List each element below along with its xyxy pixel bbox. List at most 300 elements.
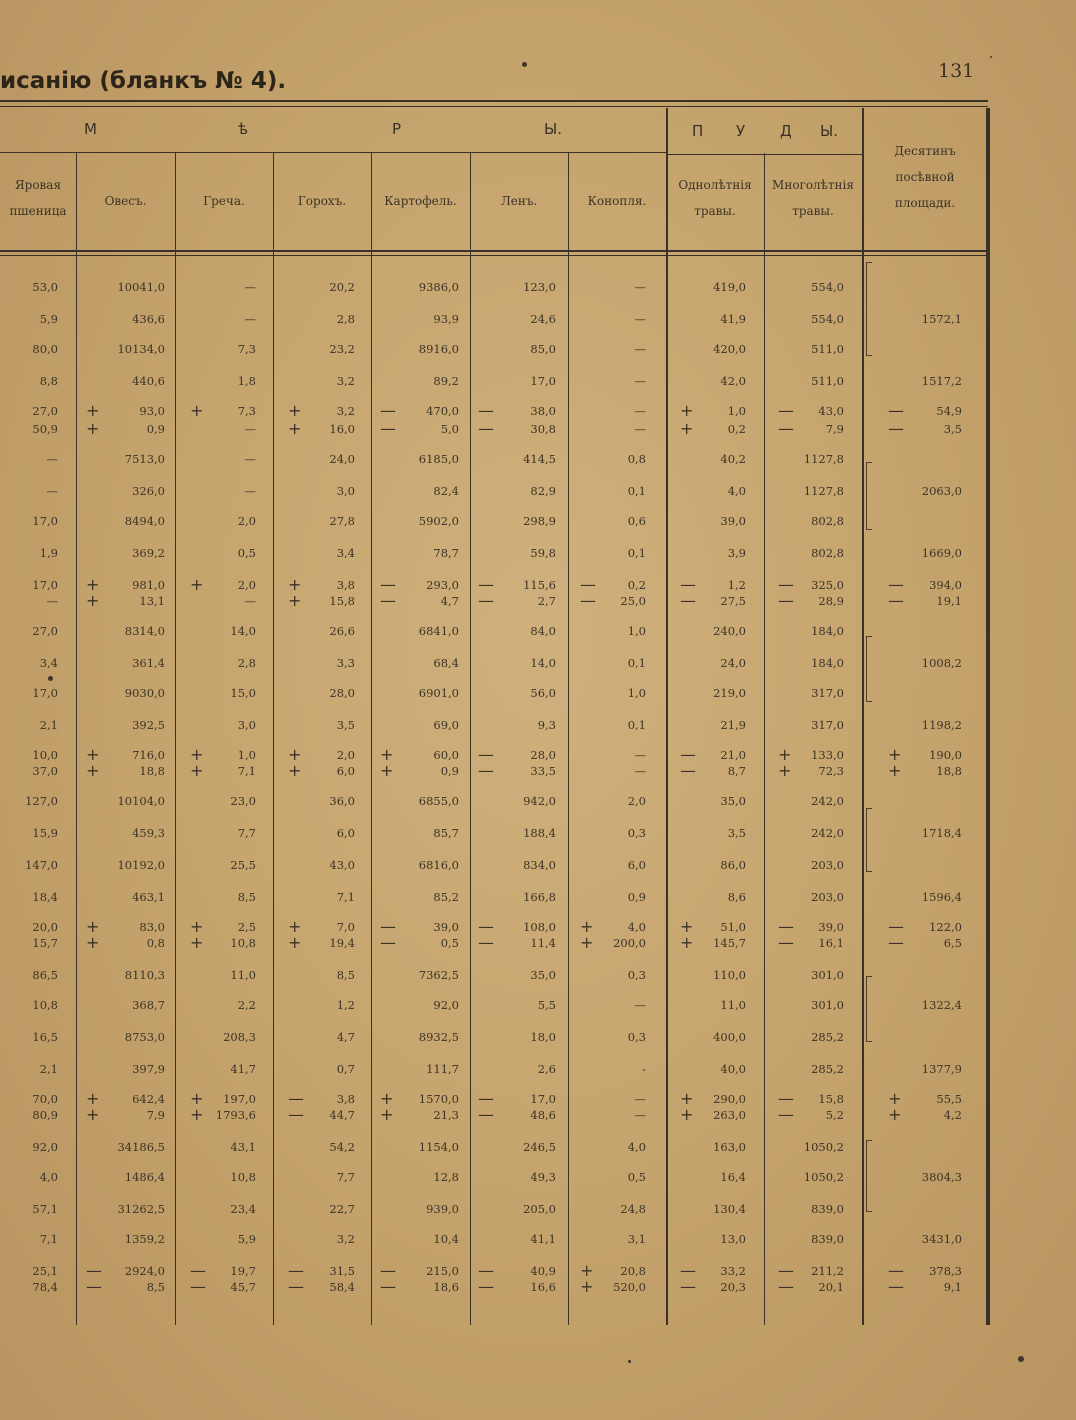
table-cell: 378,3 (929, 1264, 962, 1278)
table-cell: 15,8 (329, 594, 355, 608)
table-cell: 5,9 (39, 312, 58, 326)
table-cell: 0,1 (627, 484, 646, 498)
table-cell: 7,1 (336, 890, 355, 904)
table-cell: 6185,0 (418, 452, 459, 466)
header-bottom-rule-2 (0, 255, 988, 256)
table-cell: 3,0 (237, 718, 256, 732)
table-cell: 80,9 (32, 1108, 58, 1122)
table-cell: 298,9 (523, 514, 556, 528)
table-cell: 7362,5 (418, 968, 459, 982)
table-cell: 10,4 (433, 1232, 459, 1246)
table-cell: 834,0 (523, 858, 556, 872)
table-cell: 20,8 (620, 1264, 646, 1278)
plus-sign: + (580, 1277, 594, 1296)
table-cell: 20,3 (720, 1280, 746, 1294)
table-cell: — (244, 484, 256, 498)
table-cell: 1572,1 (921, 312, 962, 326)
table-cell: 0,1 (627, 546, 646, 560)
minus-sign: — (380, 401, 396, 420)
table-cell: 459,3 (132, 826, 165, 840)
plus-sign: + (580, 933, 594, 952)
table-cell: 3,2 (336, 404, 355, 418)
minus-sign: — (888, 401, 904, 420)
minus-sign: — (478, 419, 494, 438)
table-cell: 6901,0 (418, 686, 459, 700)
table-cell: 8494,0 (124, 514, 165, 528)
table-cell: 6,0 (336, 764, 355, 778)
table-cell: 203,0 (811, 890, 844, 904)
banner-letter: Ы. (544, 120, 563, 138)
table-cell: 86,5 (32, 968, 58, 982)
table-cell: 93,0 (139, 404, 165, 418)
page-title: исанію (бланкъ № 4). (0, 68, 287, 94)
column-header-line: Греча. (203, 194, 245, 208)
table-cell: 1377,9 (921, 1062, 962, 1076)
table-cell: 2,0 (336, 748, 355, 762)
table-cell: 942,0 (523, 794, 556, 808)
table-cell: — (244, 312, 256, 326)
plus-sign: + (190, 1089, 204, 1108)
table-cell: 127,0 (25, 794, 58, 808)
minus-sign: — (288, 1105, 304, 1124)
table-cell: 0,5 (627, 1170, 646, 1184)
plus-sign: + (888, 761, 902, 780)
table-cell: 12,8 (433, 1170, 459, 1184)
paper-speck (48, 676, 53, 681)
table-cell: 2,7 (537, 594, 556, 608)
table-cell: 15,7 (32, 936, 58, 950)
table-cell: 10104,0 (117, 794, 165, 808)
table-cell: 166,8 (523, 890, 556, 904)
table-cell: 419,0 (713, 280, 746, 294)
table-cell: 7,3 (237, 404, 256, 418)
column-header-flax (470, 188, 568, 214)
table-cell: — (634, 748, 646, 762)
table-cell: 263,0 (713, 1108, 746, 1122)
minus-sign: — (86, 1261, 102, 1280)
table-cell: 45,7 (230, 1280, 256, 1294)
table-cell: 0,2 (727, 422, 746, 436)
table-cell: 17,0 (32, 686, 58, 700)
table-cell: — (634, 422, 646, 436)
plus-sign: + (86, 1089, 100, 1108)
table-cell: 17,0 (530, 374, 556, 388)
table-cell: 8314,0 (124, 624, 165, 638)
table-cell: 108,0 (523, 920, 556, 934)
table-cell: 24,6 (530, 312, 556, 326)
table-cell: 10041,0 (117, 280, 165, 294)
table-cell: 23,2 (329, 342, 355, 356)
table-cell: 19,7 (230, 1264, 256, 1278)
table-cell: 10192,0 (117, 858, 165, 872)
table-cell: — (634, 404, 646, 418)
table-cell: 3,3 (336, 656, 355, 670)
table-cell: 23,4 (230, 1202, 256, 1216)
table-cell: 40,9 (530, 1264, 556, 1278)
table-cell: 0,6 (627, 514, 646, 528)
table-cell: 1008,2 (921, 656, 962, 670)
grouping-brace (866, 262, 867, 356)
minus-sign: — (380, 933, 396, 952)
table-cell: 184,0 (811, 624, 844, 638)
plus-sign: + (380, 1089, 394, 1108)
table-cell: 85,7 (433, 826, 459, 840)
table-cell: 19,4 (329, 936, 355, 950)
plus-sign: + (380, 745, 394, 764)
table-cell: 20,2 (329, 280, 355, 294)
table-cell: 802,8 (811, 546, 844, 560)
table-cell: 2,8 (237, 656, 256, 670)
banner-letter: М (84, 120, 97, 138)
table-cell: 59,8 (530, 546, 556, 560)
table-cell: 1,9 (39, 546, 58, 560)
table-cell: 80,0 (32, 342, 58, 356)
plus-sign: + (680, 917, 694, 936)
table-cell: 17,0 (32, 578, 58, 592)
table-cell: 17,0 (530, 1092, 556, 1106)
table-cell: 3,5 (336, 718, 355, 732)
table-cell: 31262,5 (117, 1202, 165, 1216)
table-cell: 11,0 (720, 998, 746, 1012)
table-cell: 78,4 (32, 1280, 58, 1294)
plus-sign: + (288, 591, 302, 610)
paper-speck (1018, 1356, 1024, 1362)
table-cell: 28,9 (818, 594, 844, 608)
plus-sign: + (888, 745, 902, 764)
plus-sign: + (86, 933, 100, 952)
table-cell: 163,0 (713, 1140, 746, 1154)
table-cell: 16,1 (818, 936, 844, 950)
banner-letter: Ы. (820, 122, 839, 140)
plus-sign: + (86, 575, 100, 594)
minus-sign: — (888, 591, 904, 610)
table-cell: 369,2 (132, 546, 165, 560)
table-cell: 463,1 (132, 890, 165, 904)
plus-sign: + (86, 917, 100, 936)
table-cell: 0,3 (627, 968, 646, 982)
grouping-brace (866, 808, 867, 872)
table-cell: 3,9 (727, 546, 746, 560)
table-cell: 3,1 (627, 1232, 646, 1246)
column-header-line: посѣвной (895, 170, 955, 184)
table-cell: 49,3 (530, 1170, 556, 1184)
table-cell: 9030,0 (124, 686, 165, 700)
table-cell: 981,0 (132, 578, 165, 592)
table-cell: 57,1 (32, 1202, 58, 1216)
table-cell: 10134,0 (117, 342, 165, 356)
table-cell: — (634, 312, 646, 326)
minus-sign: — (86, 1277, 102, 1296)
table-cell: — (46, 452, 58, 466)
plus-sign: + (190, 745, 204, 764)
table-cell: 10,8 (230, 936, 256, 950)
table-cell: 436,6 (132, 312, 165, 326)
table-cell: 3,8 (336, 578, 355, 592)
m-banner-underline (0, 152, 666, 153)
plus-sign: + (190, 933, 204, 952)
minus-sign: — (288, 1277, 304, 1296)
table-cell: 20,1 (818, 1280, 844, 1294)
table-cell: 326,0 (132, 484, 165, 498)
table-cell: 520,0 (613, 1280, 646, 1294)
table-cell: 5,0 (440, 422, 459, 436)
table-cell: 208,3 (223, 1030, 256, 1044)
table-cell: 20,0 (32, 920, 58, 934)
minus-sign: — (288, 1261, 304, 1280)
table-cell: 86,0 (720, 858, 746, 872)
minus-sign: — (580, 591, 596, 610)
banner-letter: ѣ (238, 120, 249, 138)
table-cell: 18,4 (32, 890, 58, 904)
plus-sign: + (86, 419, 100, 438)
banner-letter: П (692, 122, 704, 140)
column-header-line: Горохъ. (297, 194, 347, 208)
table-cell: 215,0 (426, 1264, 459, 1278)
plus-sign: + (380, 761, 394, 780)
table-cell: 8,8 (39, 374, 58, 388)
table-cell: 2,2 (237, 998, 256, 1012)
column-header-potato (371, 188, 470, 214)
table-cell: 554,0 (811, 312, 844, 326)
table-cell: 93,9 (433, 312, 459, 326)
table-cell: 1,0 (627, 624, 646, 638)
plus-sign: + (86, 591, 100, 610)
table-cell: — (244, 280, 256, 294)
table-cell: 511,0 (811, 342, 844, 356)
table-cell: 420,0 (713, 342, 746, 356)
table-cell: 30,8 (530, 422, 556, 436)
table-cell: 9,3 (537, 718, 556, 732)
table-cell: 36,0 (329, 794, 355, 808)
plus-sign: + (288, 419, 302, 438)
table-cell: 11,4 (530, 936, 556, 950)
table-cell: 38,0 (530, 404, 556, 418)
table-cell: 246,5 (523, 1140, 556, 1154)
table-cell: 92,0 (433, 998, 459, 1012)
column-header-line: Конопля. (587, 194, 647, 208)
minus-sign: — (380, 575, 396, 594)
table-cell: 285,2 (811, 1062, 844, 1076)
table-cell: 0,7 (336, 1062, 355, 1076)
table-cell: 83,0 (139, 920, 165, 934)
table-cell: 39,0 (818, 920, 844, 934)
table-cell: 25,1 (32, 1264, 58, 1278)
table-cell: 2,0 (237, 578, 256, 592)
plus-sign: + (288, 761, 302, 780)
table-cell: 31,5 (329, 1264, 355, 1278)
table-cell: 361,4 (132, 656, 165, 670)
column-header-line: Яровая (14, 178, 62, 192)
table-cell: 37,0 (32, 764, 58, 778)
table-cell: 89,2 (433, 374, 459, 388)
table-cell: 3,4 (39, 656, 58, 670)
table-cell: 8916,0 (418, 342, 459, 356)
table-cell: 200,0 (613, 936, 646, 950)
table-cell: 203,0 (811, 858, 844, 872)
plus-sign: + (288, 401, 302, 420)
table-cell: 53,0 (32, 280, 58, 294)
table-cell: 41,9 (720, 312, 746, 326)
table-cell: 33,5 (530, 764, 556, 778)
paper-speck (628, 1360, 631, 1363)
plus-sign: + (288, 745, 302, 764)
table-cell: 40,0 (720, 1062, 746, 1076)
table-cell: 2924,0 (124, 1264, 165, 1278)
table-cell: 14,0 (230, 624, 256, 638)
table-cell: 18,0 (530, 1030, 556, 1044)
table-cell: 85,0 (530, 342, 556, 356)
table-cell: 25,5 (230, 858, 256, 872)
table-cell: 1,2 (336, 998, 355, 1012)
table-cell: 3,4 (336, 546, 355, 560)
column-header-line: Десятинъ (894, 144, 956, 158)
table-cell: 0,8 (627, 452, 646, 466)
column-header-area (862, 138, 988, 216)
group-divider (666, 108, 668, 154)
plus-sign: + (86, 1105, 100, 1124)
minus-sign: — (778, 575, 794, 594)
table-cell: 2,6 (537, 1062, 556, 1076)
minus-sign: — (778, 1089, 794, 1108)
column-header-line: травы. (792, 204, 834, 218)
minus-sign: — (888, 933, 904, 952)
table-cell: 3804,3 (921, 1170, 962, 1184)
plus-sign: + (778, 745, 792, 764)
table-cell: 0,8 (146, 936, 165, 950)
minus-sign: — (778, 419, 794, 438)
table-cell: 7,9 (825, 422, 844, 436)
banner-letter: Р (392, 120, 402, 138)
plus-sign: + (580, 1261, 594, 1280)
table-cell: 0,3 (627, 826, 646, 840)
table-cell: 4,7 (440, 594, 459, 608)
grouping-brace (866, 636, 867, 702)
column-header-line: Ленъ. (500, 194, 538, 208)
table-cell: 70,0 (32, 1092, 58, 1106)
table-cell: 7,1 (39, 1232, 58, 1246)
table-cell: 642,4 (132, 1092, 165, 1106)
column-header-wheat (0, 172, 76, 224)
minus-sign: — (888, 1277, 904, 1296)
table-cell: 68,4 (433, 656, 459, 670)
table-cell: 69,0 (433, 718, 459, 732)
table-cell: 1486,4 (124, 1170, 165, 1184)
plus-sign: + (888, 1105, 902, 1124)
table-cell: 13,0 (720, 1232, 746, 1246)
table-cell: 242,0 (811, 794, 844, 808)
table-cell: 394,0 (929, 578, 962, 592)
table-cell: 85,2 (433, 890, 459, 904)
minus-sign: — (680, 761, 696, 780)
table-cell: — (634, 1108, 646, 1122)
column-header-line: травы. (694, 204, 736, 218)
header-top-rule (0, 100, 988, 102)
table-cell: 1517,2 (921, 374, 962, 388)
minus-sign: — (478, 1277, 494, 1296)
table-cell: 939,0 (426, 1202, 459, 1216)
column-header-annual (666, 172, 764, 224)
table-cell: 0,1 (627, 656, 646, 670)
table-cell: 414,5 (523, 452, 556, 466)
table-cell: 7,0 (336, 920, 355, 934)
table-cell: 1669,0 (921, 546, 962, 560)
table-cell: 1050,2 (803, 1170, 844, 1184)
table-cell: 1,0 (237, 748, 256, 762)
minus-sign: — (778, 591, 794, 610)
minus-sign: — (478, 591, 494, 610)
table-cell: 0,2 (627, 578, 646, 592)
minus-sign: — (680, 1277, 696, 1296)
table-cell: 3,2 (336, 1232, 355, 1246)
table-cell: 43,0 (329, 858, 355, 872)
table-cell: 18,8 (139, 764, 165, 778)
table-cell: 14,0 (530, 656, 556, 670)
column-header-buckwheat (175, 188, 273, 214)
minus-sign: — (888, 575, 904, 594)
table-cell: 9386,0 (418, 280, 459, 294)
minus-sign: — (778, 1261, 794, 1280)
column-header-line: Картофель. (384, 194, 457, 208)
table-cell: 1359,2 (124, 1232, 165, 1246)
table-cell: 242,0 (811, 826, 844, 840)
table-cell: 82,9 (530, 484, 556, 498)
table-cell: 2,0 (237, 514, 256, 528)
table-cell: 43,1 (230, 1140, 256, 1154)
paper-speck (990, 56, 992, 58)
plus-sign: + (778, 761, 792, 780)
table-cell: 211,2 (811, 1264, 844, 1278)
table-cell: 147,0 (25, 858, 58, 872)
table-cell: 7,1 (237, 764, 256, 778)
table-cell: 34186,5 (117, 1140, 165, 1154)
table-cell: 188,4 (523, 826, 556, 840)
minus-sign: — (778, 1105, 794, 1124)
table-cell: 8,6 (727, 890, 746, 904)
minus-sign: — (380, 917, 396, 936)
column-header-line: Многолѣтнія (772, 178, 854, 192)
table-cell: 317,0 (811, 686, 844, 700)
table-cell: 6855,0 (418, 794, 459, 808)
column-divider (862, 153, 864, 1325)
grouping-brace (866, 1140, 867, 1212)
table-cell: 35,0 (530, 968, 556, 982)
table-cell: 24,8 (620, 1202, 646, 1216)
table-cell: 22,7 (329, 1202, 355, 1216)
table-cell: 0,5 (440, 936, 459, 950)
table-cell: 6,0 (336, 826, 355, 840)
table-cell: 5,2 (825, 1108, 844, 1122)
table-cell: 554,0 (811, 280, 844, 294)
table-cell: 293,0 (426, 578, 459, 592)
column-divider (988, 108, 990, 1325)
plus-sign: + (86, 761, 100, 780)
table-cell: — (634, 280, 646, 294)
minus-sign: — (478, 1261, 494, 1280)
table-cell: 7,9 (146, 1108, 165, 1122)
table-cell: 839,0 (811, 1202, 844, 1216)
table-cell: 8,5 (237, 890, 256, 904)
minus-sign: — (778, 917, 794, 936)
table-cell: 1322,4 (921, 998, 962, 1012)
table-cell: 1596,4 (921, 890, 962, 904)
column-header-oats (76, 188, 175, 214)
minus-sign: — (680, 745, 696, 764)
minus-sign: — (478, 761, 494, 780)
table-cell: 7,7 (237, 826, 256, 840)
minus-sign: — (888, 1261, 904, 1280)
grouping-brace (866, 462, 867, 530)
table-cell: — (634, 1092, 646, 1106)
